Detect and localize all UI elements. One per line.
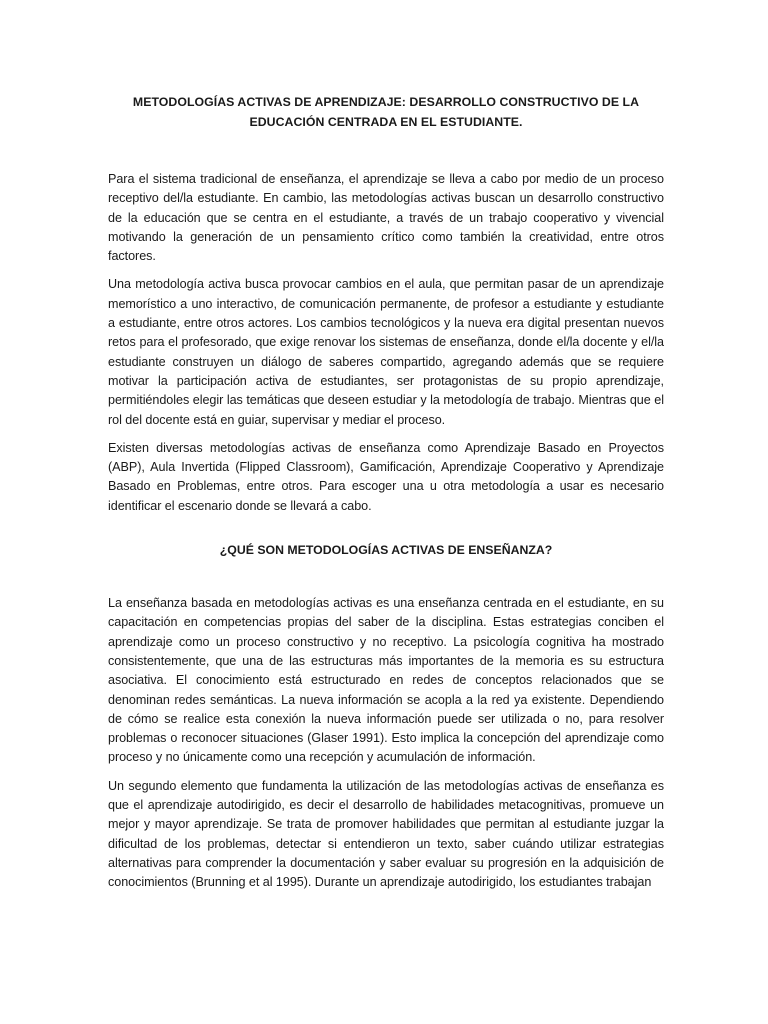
section-paragraph-1: La enseñanza basada en metodologías activas es una enseñanza centrada en el estudiante, en su capacitación en competencias propias del saber de la disciplina. Estas estrategias conciben el aprendizaje como un proceso constructivo y no receptivo. La psicología cognitiva ha mostrado consistentemente, que una de las estructuras más importantes de la memoria es su estructura asociativa. El conocimiento está estructurado en redes de conceptos relacionados que se denominan redes semánticas. La nueva información se acopla a la red ya existente. Dependiendo de cómo se realice esta conexión la nueva información puede ser utilizada o no, para resolver problemas o reconocer situaciones (Glaser 1991). Esto implica la concepción del aprendizaje como proceso y no únicamente como una recepción y acumulación de información. [108,596,664,765]
document-title: METODOLOGÍAS ACTIVAS DE APRENDIZAJE: DESARROLLO CONSTRUCTIVO DE LA EDUCACIÓN CENTRADA EN EL ESTUDIANTE. [132,95,640,129]
section-heading: ¿QUÉ SON METODOLOGÍAS ACTIVAS DE ENSEÑANZA? [219,543,553,558]
document-page [108,92,664,893]
intro-paragraph-3: Existen diversas metodologías activas de enseñanza como Aprendizaje Basado en Proyectos (ABP), Aula Invertida (Flipped Classroom), Gamificación, Aprendizaje Cooperativo y Aprendizaje Basado en Problemas, entre otros. Para escoger una u otra metodología a usar es necesario identificar el escenario donde se llevará a cabo. [108,440,664,513]
intro-paragraph-2: Una metodología activa busca provocar cambios en el aula, que permitan pasar de un aprendizaje memorístico a uno interactivo, de comunicación permanente, de profesor a estudiante y estudiante a estudiante, entre otros actores. Los cambios tecnológicos y la nueva era digital presentan nuevos retos para el profesorado, que exige renovar los sistemas de enseñanza, donde el/la docente y el/la estudiante construyen un diálogo de saberes compartido, agregando además que se requiere motivar la participación activa de estudiantes, ser protagonistas de su propio aprendizaje, permitiéndoles elegir las temáticas que deseen estudiar y la metodología de trabajo. Mientras que el rol del docente está en guiar, supervisar y mediar el proceso. [108,277,664,427]
section-paragraph-2: Un segundo elemento que fundamenta la utilización de las metodologías activas de enseñanza es que el aprendizaje autodirigido, es decir el desarrollo de habilidades metacognitivas, promueve un mejor y mayor aprendizaje. Se trata de promover habilidades que permitan al estudiante juzgar la dificultad de los problemas, detectar si entendieron un texto, saber cuándo utilizar estrategias alternativas para comprender la documentación y saber evaluar su progresión en la adquisición de conocimientos (Brunning et al 1995). Durante un aprendizaje autodirigido, los estudiantes trabajan [108,778,664,890]
intro-paragraph-1: Para el sistema tradicional de enseñanza, el aprendizaje se lleva a cabo por medio de un proceso receptivo del/la estudiante. En cambio, las metodologías activas buscan un desarrollo constructivo de la educación que se centra en el estudiante, a través de un trabajo cooperativo y vivencial motivando la generación de un pensamiento crítico como también la creatividad, entre otros factores. [108,172,664,264]
